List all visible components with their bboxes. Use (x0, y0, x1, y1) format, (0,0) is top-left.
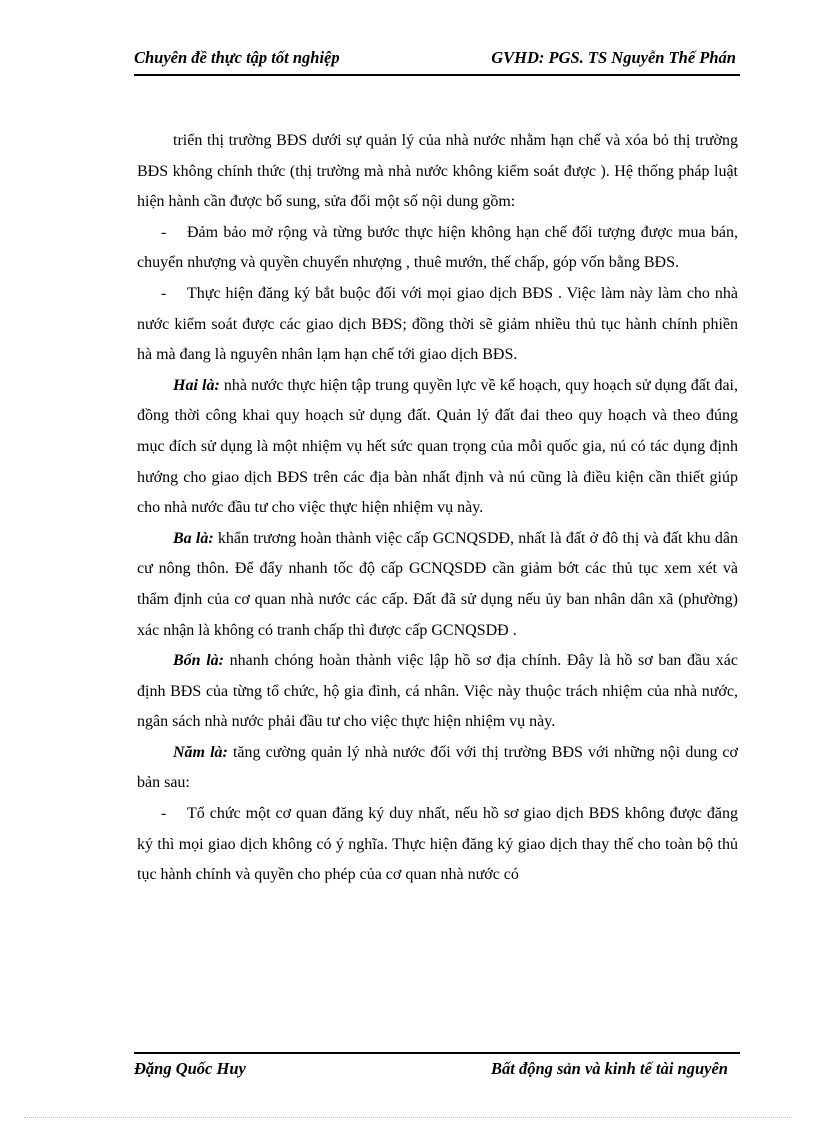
dash-marker: - (161, 284, 167, 302)
header-advisor: GVHD: PGS. TS Nguyễn Thế Phán (491, 48, 736, 67)
header-document-title: Chuyên đề thực tập tốt nghiệp (134, 48, 340, 67)
bullet-text: Tổ chức một cơ quan đăng ký duy nhất, nếu hồ sơ giao dịch BĐS không được đăng ký thì mọi giao dịch không có ý nghĩa. Thực hiện đăng ký giao dịch thay thế cho toàn bộ thủ tục hành chính và quyền cho phép của cơ quan nhà nước có (137, 805, 738, 884)
paragraph-text: tăng cường quản lý nhà nước đối với thị trường BĐS với những nội dung cơ bản sau: (137, 743, 738, 792)
paragraph-lead: Năm là: (173, 743, 228, 761)
footer-author: Đặng Quốc Huy (134, 1059, 246, 1078)
page-footer (134, 1052, 740, 1084)
bullet-item (137, 218, 738, 279)
page-edge-divider (24, 1117, 792, 1118)
paragraph-bon-la (137, 646, 738, 738)
page-header (134, 44, 740, 76)
paragraph-text: nhanh chóng hoàn thành việc lập hồ sơ địa chính. Đây là hồ sơ ban đầu xác định BĐS của từng tổ chức, hộ gia đình, cá nhân. Việc này thuộc trách nhiệm của nhà nước, ngân sách nhà nước phải đầu tư cho việc thực hiện nhiệm vụ này. (137, 652, 738, 731)
paragraph-text: nhà nước thực hiện tập trung quyền lực về kế hoạch, quy hoạch sử dụng đất đai, đồng thời công khai quy hoạch sử dụng đất. Quản lý đất đai theo quy hoạch và theo đúng mục đích sử dụng là một nhiệm vụ hết sức quan trọng của mỗi quốc gia, nú có tác dụng định hướng cho giao dịch BĐS trên các địa bàn nhất định và nú cũng là điều kiện cần thiết giúp cho nhà nước đầu tư cho việc thực hiện nhiệm vụ này. (137, 376, 738, 517)
paragraph-ba-la (137, 524, 738, 646)
paragraph-lead: Ba là: (173, 529, 214, 547)
paragraph-text: khẩn trương hoàn thành việc cấp GCNQSDĐ, nhất là đất ở đô thị và đất khu dân cư nông thôn. Để đẩy nhanh tốc độ cấp GCNQSDĐ cần giảm bớt các thủ tục xem xét và thẩm định của cơ quan nhà nước các cấp. Đất đã sử dụng nếu ủy ban nhân dân xã (phường) xác nhận là không có tranh chấp thì được cấp GCNQSDĐ . (137, 529, 738, 639)
paragraph-intro (137, 126, 738, 218)
document-body (137, 126, 738, 891)
bullet-text: Đảm bảo mở rộng và từng bước thực hiện không hạn chế đối tượng được mua bán, chuyển nhượng và quyền chuyển nhượng , thuê mướn, thế chấp, góp vốn bằng BĐS. (137, 223, 738, 272)
bullet-text: Thực hiện đăng ký bắt buộc đối với mọi giao dịch BĐS . Việc làm này làm cho nhà nước kiểm soát được các giao dịch BĐS; đồng thời sẽ giảm nhiều thủ tục hành chính phiền hà mà đang là nguyên nhân lạm hạn chế tới giao dịch BĐS. (137, 284, 738, 364)
paragraph-lead: Hai là: (173, 376, 220, 394)
paragraph-text: triển thị trường BĐS dưới sự quản lý của nhà nước nhằm hạn chế và xóa bỏ thị trường BĐS không chính thức (thị trường mà nhà nước không kiểm soát được ). Hệ thống pháp luật hiện hành cần được bổ sung, sửa đổi một số nội dung gồm: (137, 132, 738, 211)
bullet-item (137, 799, 738, 891)
dash-marker: - (161, 805, 167, 823)
dash-marker: - (161, 223, 167, 241)
paragraph-lead: Bốn là: (173, 652, 224, 670)
bullet-item (137, 279, 738, 371)
paragraph-hai-la (137, 371, 738, 524)
paragraph-nam-la (137, 738, 738, 799)
footer-major: Bất động sản và kinh tế tài nguyên (490, 1059, 728, 1078)
